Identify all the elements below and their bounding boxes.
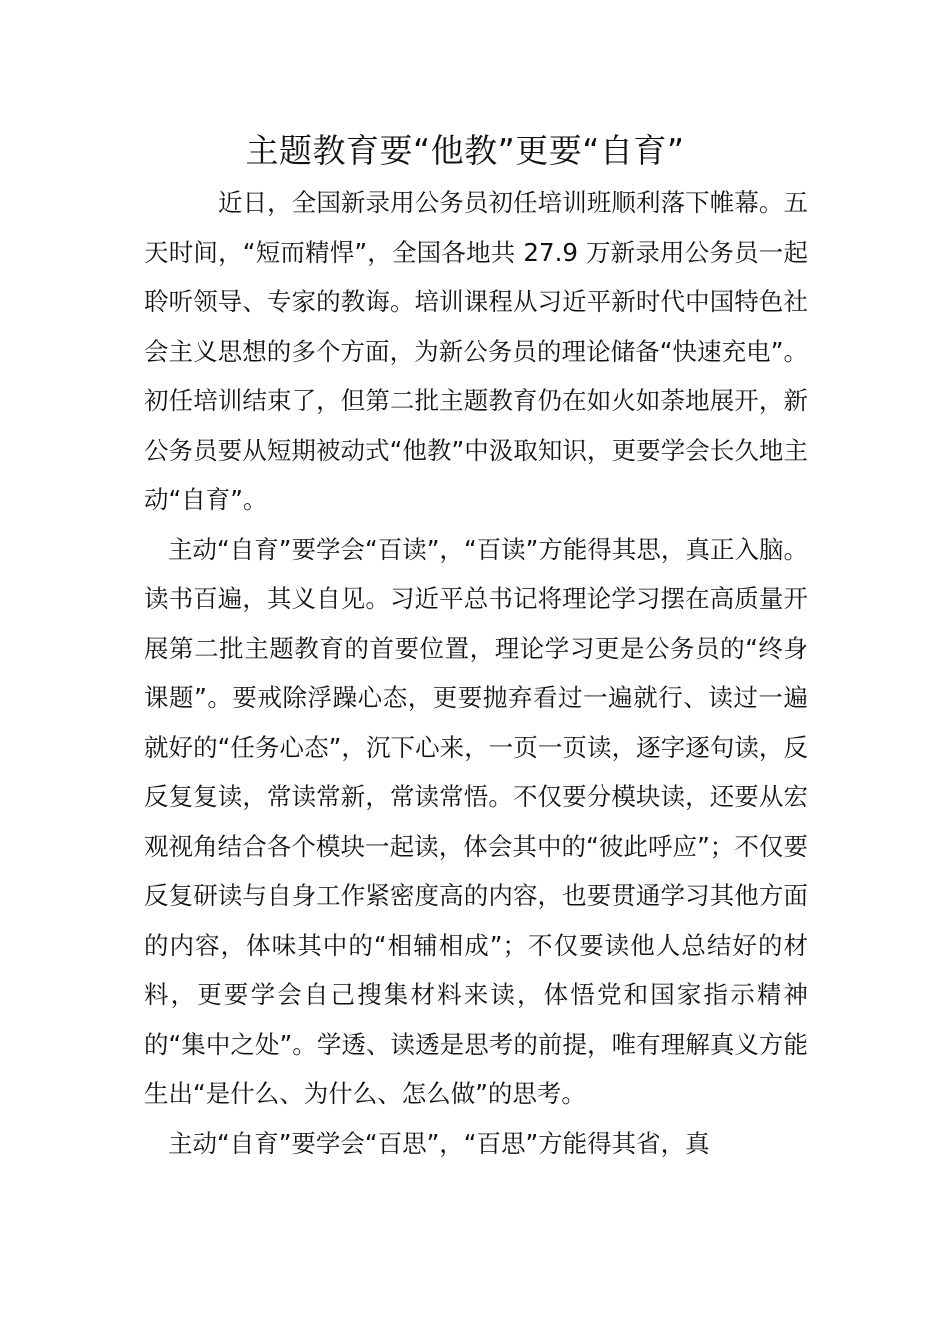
paragraph-3: 主动“自育”要学会“百思”，“百思”方能得其省，真: [168, 1128, 710, 1158]
paragraph-2: 主动“自育”要学会“百读”，“百读”方能得其思，真正入脑。读书百遍，其义自见。习近平总书记将理论学习摆在高质量开展第二批主题教育的首要位置，理论学习更是公务员的“终身课题”。要戒除浮躁心态，更要抛弃看过一遍就行、读过一遍就好的“任务心态”，沉下心来，一页一页读，逐字逐句读，反反复复读，常读常新，常读常悟。不仅要分模块读，还要从宏观视角结合各个模块一起读，体会其中的“彼此呼应”；不仅要反复研读与自身工作紧密度高的内容，也要贯通学习其他方面的内容，体味其中的“相辅相成”；不仅要读他人总结好的材料，更要学会自己搜集材料来读，体悟党和国家指示精神的“集中之处”。学透、读透是思考的前提，唯有理解真义方能生出“是什么、为什么、怎么做”的思考。: [144, 534, 808, 1108]
paragraph-1: 近日，全国新录用公务员初任培训班顺利落下帷幕。五天时间，“短而精悍”，全国各地共 27.9 万新录用公务员一起聆听领导、专家的教诲。培训课程从习近平新时代中国特色社会主义思想的多个方面，为新公务员的理论储备“快速充电”。初任培训结束了，但第二批主题教育仍在如火如荼地展开，新公务员要从短期被动式“他教”中汲取知识，更要学会长久地主动“自育”。: [144, 188, 808, 514]
page-title: 主题教育要“他教”更要“自育”: [245, 131, 685, 170]
article-body: [144, 178, 808, 1168]
